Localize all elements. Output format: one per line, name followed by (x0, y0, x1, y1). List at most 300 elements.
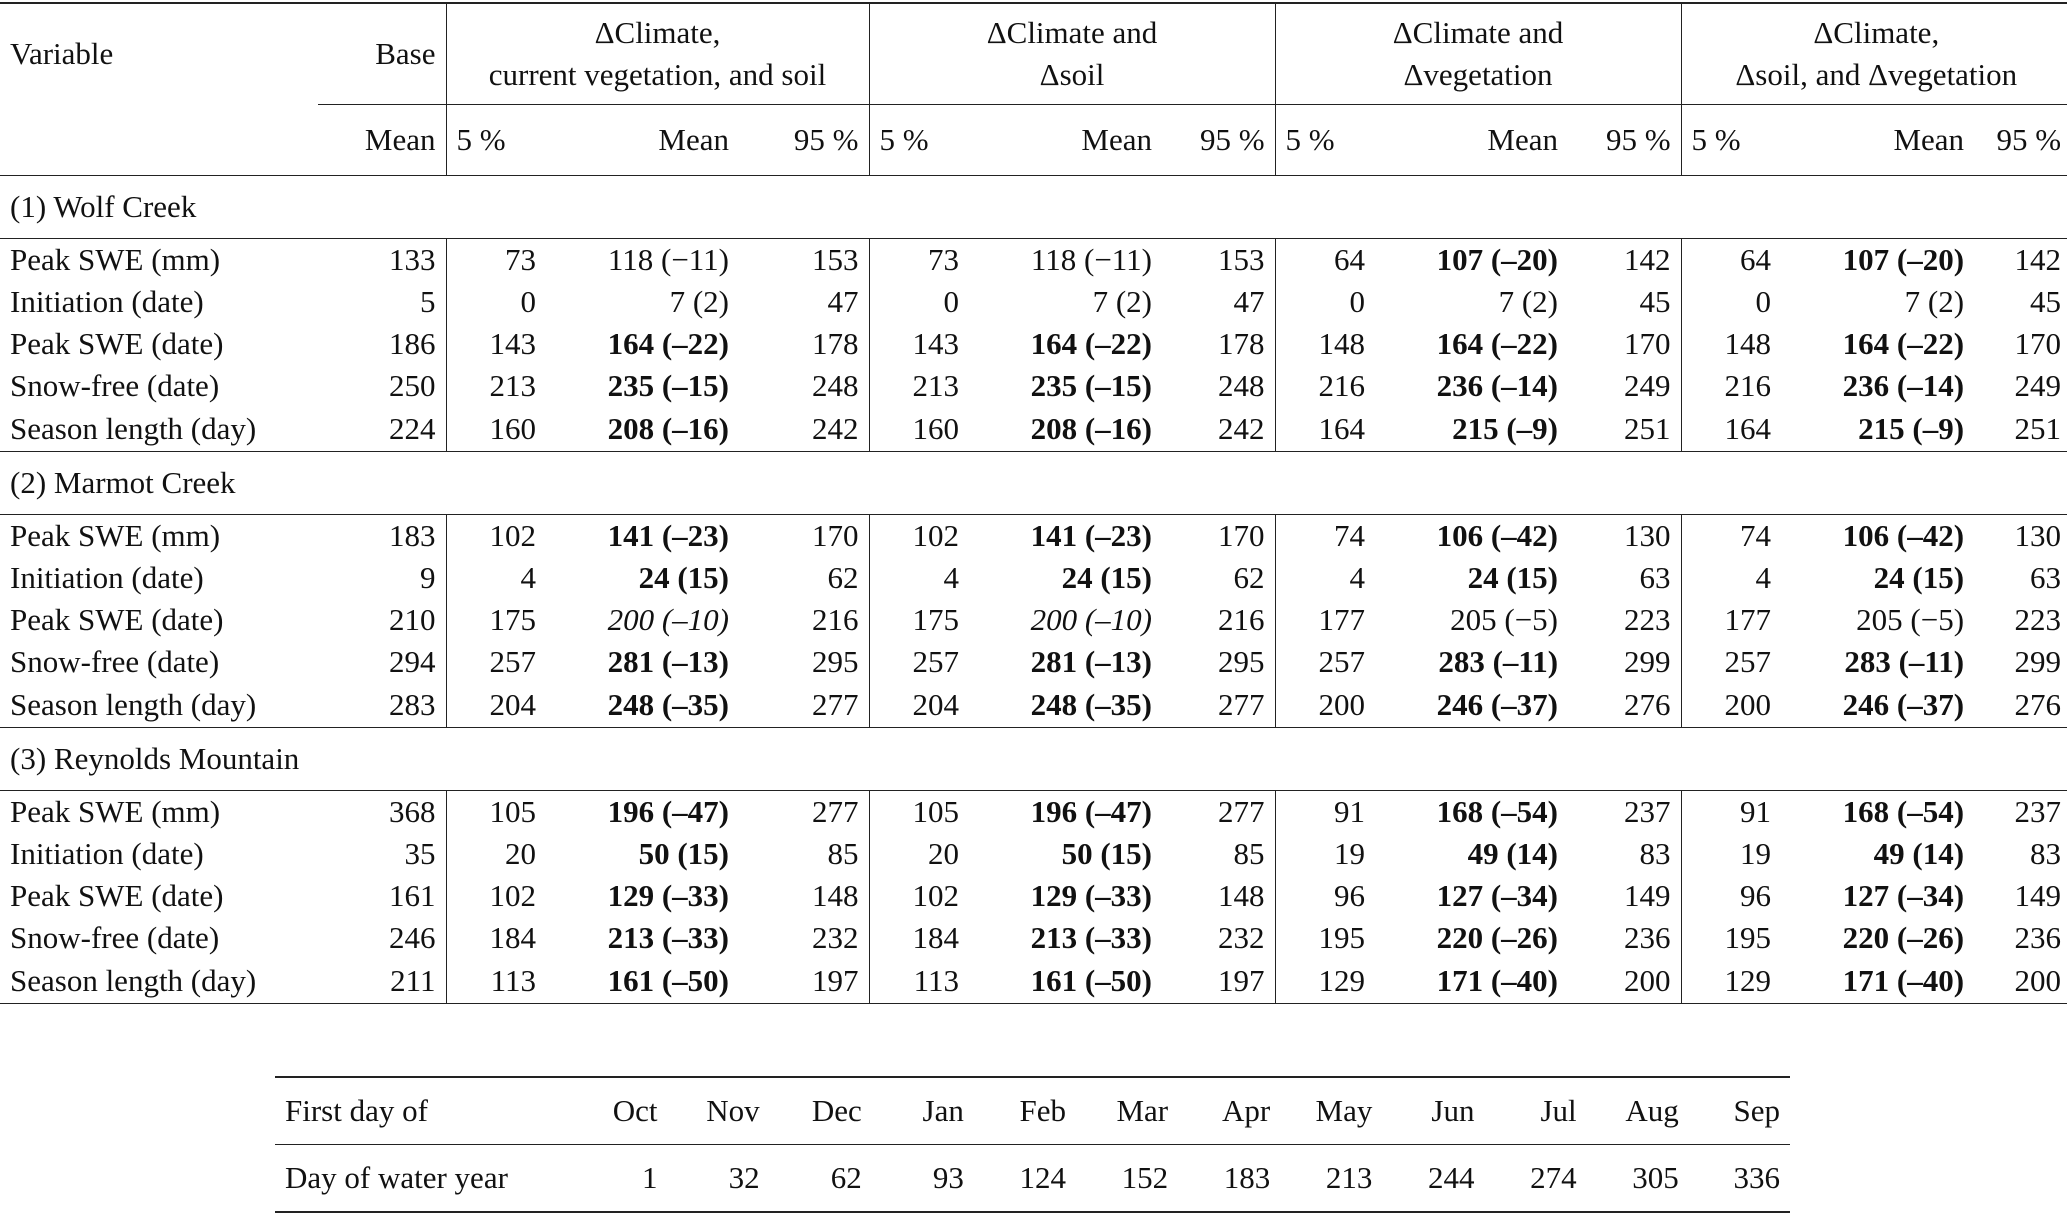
mean-value: 7 (2) (1904, 284, 1965, 319)
mean-value: 127 (–34) (1436, 878, 1559, 913)
month-label: Feb (974, 1077, 1076, 1145)
p5-value: 113 (869, 959, 969, 1004)
p95-value: 142 (1624, 242, 1671, 277)
p95-value: 142 (2014, 242, 2062, 277)
day-value: 244 (1382, 1145, 1484, 1213)
mean-value: 283 (–11) (1844, 644, 1965, 679)
table-row (0, 833, 2067, 875)
mean-value-cell (546, 281, 739, 323)
mean-value: 129 (–33) (1030, 878, 1152, 913)
p95-value: 63 (1639, 560, 1671, 595)
p95-value: 223 (1624, 602, 1671, 637)
mean-value-cell (969, 239, 1162, 282)
month-label: Apr (1178, 1077, 1280, 1145)
mean-value: 106 (–42) (1842, 518, 1965, 553)
base-mean-value: 224 (318, 407, 446, 452)
base-mean-value: 368 (389, 794, 436, 829)
p95-value: 249 (2014, 368, 2062, 403)
base-header: Base (318, 3, 446, 105)
p5-value: 105 (446, 791, 546, 834)
mean-value-cell (1375, 239, 1568, 282)
day-value: 93 (872, 1145, 974, 1213)
mean-value: 118 (−11) (607, 242, 729, 277)
mean-value-cell (969, 791, 1162, 834)
mean-value-cell (546, 917, 739, 959)
p95-value: 62 (827, 560, 859, 595)
mean-value-cell (969, 641, 1162, 683)
group-header-soil-vegetation: ΔClimate, Δsoil, and Δvegetation (1681, 3, 2067, 105)
p5-header: 5 % (446, 105, 546, 176)
p5-value: 73 (869, 239, 969, 282)
mean-value: 236 (–14) (1842, 368, 1965, 403)
variable-name: Peak SWE (date) (10, 602, 224, 637)
p5-value: 160 (869, 407, 969, 452)
p95-value: 148 (1218, 878, 1265, 913)
p95-value: 248 (812, 368, 859, 403)
table-row (0, 239, 2067, 282)
mean-value-cell (1781, 641, 1974, 683)
mean-value: 220 (–26) (1436, 920, 1559, 955)
site-title: (2) Marmot Creek (0, 452, 2067, 515)
mean-value-cell (1375, 641, 1568, 683)
mean-value-cell (1781, 515, 1974, 558)
mean-value: 24 (15) (1873, 560, 1965, 595)
day-row-label: Day of water year (275, 1145, 565, 1213)
p5-value: 102 (446, 515, 546, 558)
mean-value-cell (1781, 833, 1974, 875)
mean-value: 283 (–11) (1438, 644, 1559, 679)
mean-value-cell (1375, 833, 1568, 875)
day-value: 305 (1587, 1145, 1689, 1213)
table-row (0, 515, 2067, 558)
p5-value: 177 (1275, 599, 1375, 641)
site-section-row (0, 176, 2067, 239)
mean-value: 164 (–22) (1436, 326, 1559, 361)
mean-value: 50 (15) (1061, 836, 1152, 871)
p5-header: 5 % (1275, 105, 1375, 176)
mean-value: 248 (–35) (607, 687, 729, 722)
p5-value: 257 (1681, 641, 1781, 683)
p5-value: 129 (1681, 959, 1781, 1004)
p5-value: 0 (446, 281, 546, 323)
mean-value: 164 (–22) (607, 326, 729, 361)
mean-value-cell (1781, 917, 1974, 959)
table-row (0, 875, 2067, 917)
p5-value: 20 (446, 833, 546, 875)
p95-value: 299 (2014, 644, 2062, 679)
p95-value: 277 (739, 683, 869, 728)
mean-value-cell (1781, 683, 1974, 728)
month-label: Dec (770, 1077, 872, 1145)
mean-value-cell (1781, 239, 1974, 282)
p95-value: 83 (2030, 836, 2062, 871)
p5-value: 213 (446, 365, 546, 407)
p95-value: 170 (2014, 326, 2062, 361)
table-row (0, 959, 2067, 1004)
p5-value: 257 (869, 641, 969, 683)
day-value: 1 (565, 1145, 667, 1213)
p5-value: 257 (1275, 641, 1375, 683)
p5-value: 216 (1275, 365, 1375, 407)
p95-value: 251 (1974, 407, 2067, 452)
p5-value: 64 (1275, 239, 1375, 282)
mean-value: 161 (–50) (1030, 963, 1152, 998)
variable-name: Snow-free (date) (10, 368, 220, 403)
base-mean-value: 5 (420, 284, 436, 319)
month-label: Mar (1076, 1077, 1178, 1145)
mean-value-cell (546, 323, 739, 365)
site-title: (3) Reynolds Mountain (0, 728, 2067, 791)
mean-value-cell (1375, 917, 1568, 959)
p95-header: 95 % (739, 105, 869, 176)
mean-value: 213 (–33) (607, 920, 729, 955)
p95-value: 216 (1218, 602, 1265, 637)
site-section-row (0, 452, 2067, 515)
base-mean-value: 186 (389, 326, 436, 361)
table-body (0, 3, 2067, 1004)
variable-name: Peak SWE (date) (10, 878, 224, 913)
p5-value: 102 (869, 515, 969, 558)
mean-value-cell (546, 683, 739, 728)
p5-value: 143 (446, 323, 546, 365)
variable-name: Initiation (date) (10, 560, 204, 595)
mean-value: 118 (−11) (1030, 242, 1152, 277)
day-value: 213 (1280, 1145, 1382, 1213)
mean-value: 208 (–16) (1030, 411, 1152, 446)
mean-value: 161 (–50) (607, 963, 729, 998)
p95-value: 249 (1624, 368, 1671, 403)
p95-header: 95 % (1162, 105, 1275, 176)
p5-value: 148 (1275, 323, 1375, 365)
base-mean-value: 210 (389, 602, 436, 637)
mean-value-cell (1375, 281, 1568, 323)
mean-value: 24 (15) (1467, 560, 1559, 595)
p95-value: 200 (1568, 959, 1681, 1004)
mean-value: 200 (–10) (607, 602, 729, 637)
table-row (0, 599, 2067, 641)
day-value: 62 (770, 1145, 872, 1213)
mean-value: 215 (–9) (1858, 411, 1965, 446)
mean-value-cell (1781, 599, 1974, 641)
p95-value: 153 (812, 242, 859, 277)
p5-value: 0 (869, 281, 969, 323)
mean-value: 24 (15) (638, 560, 729, 595)
base-mean-value: 250 (389, 368, 436, 403)
mean-header: Mean (546, 105, 739, 176)
mean-value-cell (969, 833, 1162, 875)
day-value: 32 (668, 1145, 770, 1213)
p5-value: 0 (1275, 281, 1375, 323)
table-row (0, 407, 2067, 452)
p5-value: 19 (1275, 833, 1375, 875)
p5-value: 64 (1681, 239, 1781, 282)
p5-value: 4 (1275, 557, 1375, 599)
p95-value: 236 (1624, 920, 1671, 955)
p5-value: 200 (1275, 683, 1375, 728)
mean-value: 215 (–9) (1452, 411, 1559, 446)
mean-value: 141 (–23) (1030, 518, 1152, 553)
mean-value-cell (546, 875, 739, 917)
mean-value-cell (1375, 791, 1568, 834)
p95-value: 47 (827, 284, 859, 319)
p95-value: 232 (1218, 920, 1265, 955)
p5-value: 143 (869, 323, 969, 365)
p5-value: 19 (1681, 833, 1781, 875)
p95-value: 232 (812, 920, 859, 955)
mean-value-cell (1781, 407, 1974, 452)
p95-value: 197 (739, 959, 869, 1004)
p5-value: 129 (1275, 959, 1375, 1004)
p5-value: 164 (1275, 407, 1375, 452)
base-mean-value: 161 (389, 878, 436, 913)
p5-value: 195 (1681, 917, 1781, 959)
variable-name: Peak SWE (mm) (10, 242, 221, 277)
mean-value-cell (1375, 365, 1568, 407)
mean-value: 281 (–13) (607, 644, 729, 679)
mean-value-cell (546, 557, 739, 599)
p5-value: 216 (1681, 365, 1781, 407)
variable-name: Peak SWE (mm) (10, 518, 221, 553)
p5-value: 96 (1275, 875, 1375, 917)
p5-value: 175 (869, 599, 969, 641)
mean-value-cell (546, 599, 739, 641)
mean-value: 49 (14) (1873, 836, 1965, 871)
p95-value: 62 (1233, 560, 1265, 595)
mean-value-cell (1375, 875, 1568, 917)
p5-value: 74 (1681, 515, 1781, 558)
p5-value: 164 (1681, 407, 1781, 452)
p5-value: 4 (869, 557, 969, 599)
month-label: Jan (872, 1077, 974, 1145)
table-row (0, 281, 2067, 323)
mean-value-cell (1781, 323, 1974, 365)
mean-value-cell (1781, 281, 1974, 323)
mean-value-cell (969, 683, 1162, 728)
mean-value: 281 (–13) (1030, 644, 1152, 679)
mean-value: 129 (–33) (607, 878, 729, 913)
mean-value-cell (969, 959, 1162, 1004)
p5-value: 200 (1681, 683, 1781, 728)
p95-value: 295 (1218, 644, 1265, 679)
mean-value-cell (1375, 515, 1568, 558)
table-row (0, 557, 2067, 599)
mean-value: 235 (–15) (607, 368, 729, 403)
mean-value-cell (1375, 323, 1568, 365)
mean-value-cell (1781, 557, 1974, 599)
mean-value: 127 (–34) (1842, 878, 1965, 913)
p95-value: 248 (1218, 368, 1265, 403)
day-value: 152 (1076, 1145, 1178, 1213)
base-mean-value: 9 (420, 560, 436, 595)
base-mean-value: 35 (404, 836, 436, 871)
mean-value-cell (1375, 683, 1568, 728)
p95-value: 223 (2014, 602, 2062, 637)
p95-value: 83 (1639, 836, 1671, 871)
variable-header: Variable (0, 3, 318, 105)
mean-value: 164 (–22) (1030, 326, 1152, 361)
base-mean-value: 294 (389, 644, 436, 679)
variable-name: Peak SWE (date) (10, 326, 224, 361)
p5-value: 204 (446, 683, 546, 728)
day-value: 274 (1485, 1145, 1587, 1213)
mean-value: 196 (–47) (1030, 794, 1152, 829)
p5-value: 113 (446, 959, 546, 1004)
p5-value: 195 (1275, 917, 1375, 959)
mean-value: 196 (–47) (607, 794, 729, 829)
day-row (275, 1145, 1790, 1213)
p95-value: 47 (1233, 284, 1265, 319)
p5-value: 102 (869, 875, 969, 917)
p5-value: 4 (1681, 557, 1781, 599)
month-row-label: First day of (275, 1077, 565, 1145)
month-row (275, 1077, 1790, 1145)
mean-value-cell (1781, 365, 1974, 407)
mean-value: 200 (–10) (1030, 602, 1152, 637)
mean-header: Mean (1375, 105, 1568, 176)
variable-name: Peak SWE (mm) (10, 794, 221, 829)
p5-header: 5 % (869, 105, 969, 176)
base-mean-value: 183 (389, 518, 436, 553)
p95-header: 95 % (1568, 105, 1681, 176)
p95-value: 149 (1624, 878, 1671, 913)
p95-value: 63 (2030, 560, 2062, 595)
mean-value: 49 (14) (1467, 836, 1559, 871)
mean-value-cell (969, 323, 1162, 365)
base-mean-value: 211 (318, 959, 446, 1004)
mean-value: 205 (−5) (1856, 602, 1965, 637)
p5-value: 175 (446, 599, 546, 641)
p5-value: 0 (1681, 281, 1781, 323)
group-header-soil: ΔClimate and Δsoil (869, 3, 1275, 105)
mean-value: 236 (–14) (1436, 368, 1559, 403)
table-row (0, 323, 2067, 365)
site-section-row (0, 728, 2067, 791)
p95-value: 85 (827, 836, 859, 871)
mean-value: 7 (2) (1092, 284, 1152, 319)
mean-value: 168 (–54) (1436, 794, 1559, 829)
mean-value: 248 (–35) (1030, 687, 1152, 722)
group-header-current: ΔClimate, current vegetation, and soil (446, 3, 869, 105)
mean-value-cell (546, 515, 739, 558)
mean-value: 50 (15) (638, 836, 729, 871)
p5-value: 96 (1681, 875, 1781, 917)
p5-value: 4 (446, 557, 546, 599)
mean-value-cell (1375, 959, 1568, 1004)
p95-value: 276 (1568, 683, 1681, 728)
group-header-vegetation: ΔClimate and Δvegetation (1275, 3, 1681, 105)
p95-value: 170 (1218, 518, 1265, 553)
mean-value: 107 (–20) (1842, 242, 1965, 277)
base-mean-value: 283 (318, 683, 446, 728)
mean-value: 141 (–23) (607, 518, 729, 553)
table-row (0, 683, 2067, 728)
p95-value: 237 (2014, 794, 2062, 829)
mean-value-cell (969, 875, 1162, 917)
p95-value: 178 (1218, 326, 1265, 361)
variable-name: Season length (day) (0, 683, 318, 728)
mean-value: 7 (2) (669, 284, 729, 319)
p5-value: 91 (1275, 791, 1375, 834)
p95-value: 236 (2014, 920, 2062, 955)
mean-value-cell (969, 515, 1162, 558)
p95-value: 130 (1624, 518, 1671, 553)
mean-value-cell (546, 791, 739, 834)
p95-value: 277 (1218, 794, 1265, 829)
mean-value-cell (1375, 557, 1568, 599)
p5-value: 177 (1681, 599, 1781, 641)
mean-value-cell (546, 239, 739, 282)
p5-value: 184 (869, 917, 969, 959)
p5-value: 213 (869, 365, 969, 407)
variable-name: Season length (day) (0, 407, 318, 452)
mean-value-cell (546, 407, 739, 452)
day-value: 124 (974, 1145, 1076, 1213)
mean-value: 168 (–54) (1842, 794, 1965, 829)
snow-results-table (0, 2, 2067, 1004)
p95-value: 295 (812, 644, 859, 679)
header-row-groups (0, 3, 2067, 105)
mean-value-cell (1781, 959, 1974, 1004)
p95-value: 216 (812, 602, 859, 637)
p5-value: 257 (446, 641, 546, 683)
mean-value-cell (969, 365, 1162, 407)
base-mean-value: 246 (389, 920, 436, 955)
p95-header: 95 % (1974, 105, 2067, 176)
mean-value: 246 (–37) (1842, 687, 1965, 722)
mean-header: Mean (1781, 105, 1974, 176)
mean-value: 24 (15) (1061, 560, 1152, 595)
mean-header: Mean (969, 105, 1162, 176)
p95-value: 130 (2014, 518, 2062, 553)
p95-value: 237 (1624, 794, 1671, 829)
p95-value: 242 (739, 407, 869, 452)
variable-name: Snow-free (date) (10, 920, 220, 955)
p5-value: 160 (446, 407, 546, 452)
p5-value: 204 (869, 683, 969, 728)
p5-header: 5 % (1681, 105, 1781, 176)
variable-name: Season length (day) (0, 959, 318, 1004)
p95-value: 170 (1624, 326, 1671, 361)
mean-value-cell (546, 365, 739, 407)
p95-value: 200 (1974, 959, 2067, 1004)
p5-value: 148 (1681, 323, 1781, 365)
p95-value: 153 (1218, 242, 1265, 277)
p5-value: 91 (1681, 791, 1781, 834)
mean-value: 106 (–42) (1436, 518, 1559, 553)
table-row (0, 791, 2067, 834)
p5-value: 74 (1275, 515, 1375, 558)
mean-value: 208 (–16) (607, 411, 729, 446)
p95-value: 251 (1568, 407, 1681, 452)
p5-value: 73 (446, 239, 546, 282)
month-label: Sep (1689, 1077, 1790, 1145)
mean-value: 107 (–20) (1436, 242, 1559, 277)
p95-value: 178 (812, 326, 859, 361)
p5-value: 20 (869, 833, 969, 875)
mean-value: 171 (–40) (1436, 963, 1559, 998)
p95-value: 197 (1162, 959, 1275, 1004)
base-mean-value: 133 (389, 242, 436, 277)
mean-value-cell (546, 641, 739, 683)
mean-value-cell (969, 599, 1162, 641)
mean-value: 164 (–22) (1842, 326, 1965, 361)
mean-value: 171 (–40) (1842, 963, 1965, 998)
p95-value: 45 (1639, 284, 1671, 319)
mean-value-cell (969, 557, 1162, 599)
month-label: Jun (1382, 1077, 1484, 1145)
mean-value-cell (969, 917, 1162, 959)
month-label: Jul (1485, 1077, 1587, 1145)
